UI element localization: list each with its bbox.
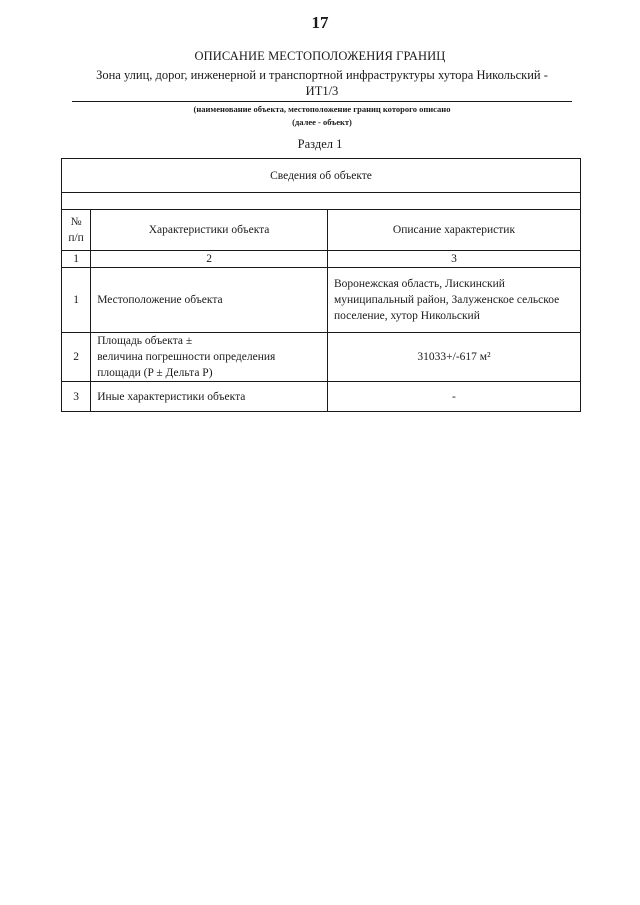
header-description: Описание характеристик [327, 210, 580, 251]
table-row [62, 382, 581, 412]
table-row [62, 268, 581, 333]
table-spacer-cell [62, 193, 581, 210]
characteristic-line-2: величина погрешности определения [97, 351, 276, 363]
document-title: ОПИСАНИЕ МЕСТОПОЛОЖЕНИЯ ГРАНИЦ [194, 49, 446, 63]
subject-underline [72, 101, 572, 102]
row-value: - [327, 382, 580, 412]
characteristic-line-1: Площадь объекта ± [97, 335, 193, 347]
column-number-2: 2 [91, 251, 328, 268]
column-number-3: 3 [327, 251, 580, 268]
section-title: Раздел 1 [297, 137, 343, 151]
row-num: 3 [62, 382, 91, 412]
table-header-row [62, 210, 581, 251]
caption-line-1: (наименование объекта, местоположение границ которого описано [193, 104, 451, 114]
caption-line-2: (далее - объект) [292, 117, 352, 127]
characteristic-line-3: площади (P ± Дельта P) [97, 367, 213, 379]
header-num-line-2: п/п [68, 232, 84, 244]
subject-line-2: ИТ1/3 [305, 84, 339, 98]
header-characteristics: Характеристики объекта [91, 210, 328, 251]
column-number-row [62, 251, 581, 268]
header-num-line-1: № [70, 216, 82, 228]
column-number-1: 1 [62, 251, 91, 268]
document-subject [72, 67, 572, 99]
row-value: Воронежская область, Лискинский муниципальный район, Залуженское сельское поселение, хутор Никольский [327, 268, 580, 333]
row-characteristic: Местоположение объекта [91, 268, 328, 333]
row-num: 1 [62, 268, 91, 333]
row-value: 31033+/-617 м² [327, 333, 580, 382]
row-characteristic [91, 333, 328, 382]
row-characteristic: Иные характеристики объекта [91, 382, 328, 412]
subject-caption [72, 103, 572, 129]
table-spacer-row [62, 193, 581, 210]
subject-line-1: Зона улиц, дорог, инженерной и транспортной инфраструктуры хутора Никольский - [96, 68, 548, 82]
table-title-row [62, 159, 581, 193]
table-row [62, 333, 581, 382]
object-info-table [61, 158, 581, 412]
header-num [62, 210, 91, 251]
row-num: 2 [62, 333, 91, 382]
page-number: 17 [311, 13, 329, 32]
table-title: Сведения об объекте [62, 159, 581, 193]
